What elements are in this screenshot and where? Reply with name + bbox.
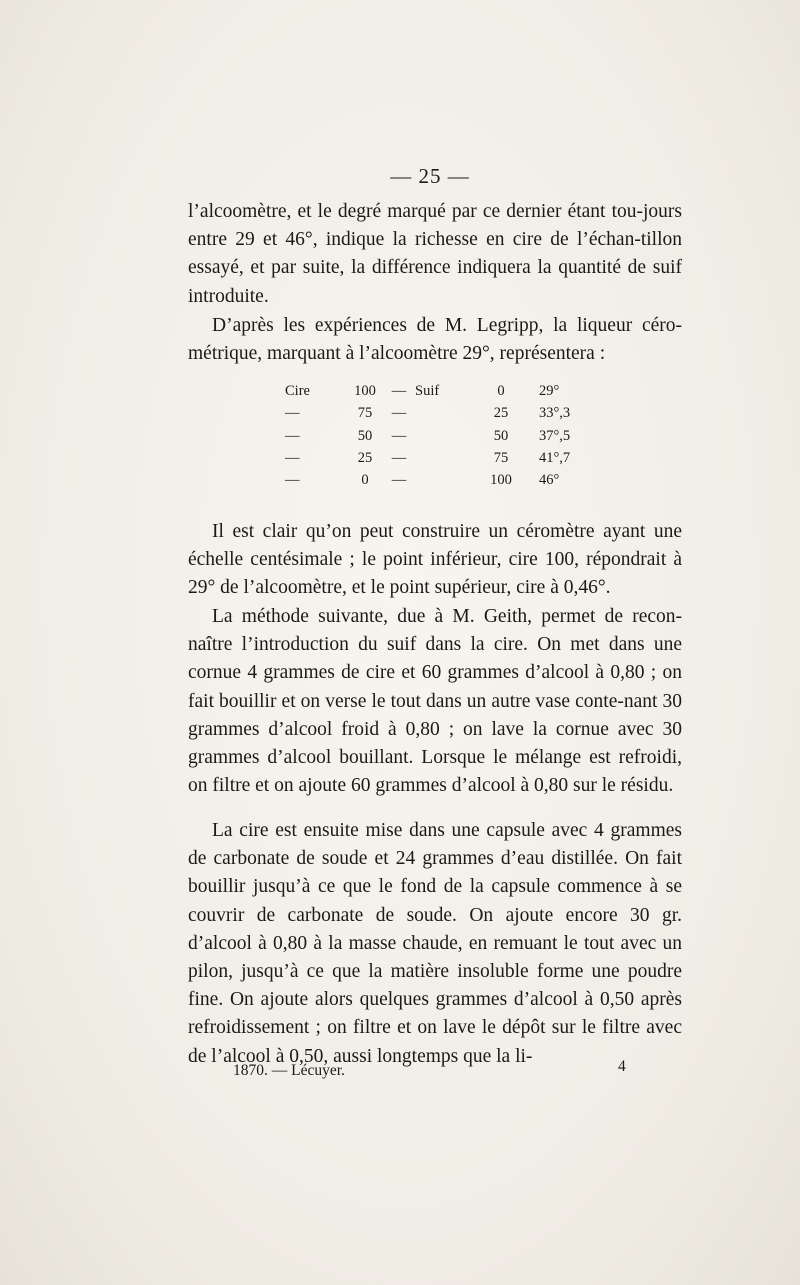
paragraph-text: Il est clair qu’on peut construire un céromètre ayant une échelle centésimale ; le point inférieur, cire 100, répondrait à 29° de l’alcoomètre, et le point supérieur, cire à 0,46°. [188, 521, 682, 599]
paragraph-4 [188, 603, 682, 800]
table-row [285, 469, 599, 491]
table-cell-degree: 33°,3 [539, 405, 571, 422]
table-cell-label: — [285, 449, 300, 466]
table-cell-suif-label [409, 447, 477, 469]
table-cell-suif-label: Suif [415, 383, 440, 399]
table-cell-label: — [285, 405, 300, 422]
table-cell-dash: — [391, 383, 407, 399]
paragraph-text: La méthode suivante, due à M. Geith, permet de recon-naître l’introduction du suif dans la cire. On met dans une cornue 4 grammes de cire et 60 grammes d’alcool à 0,80 ; on fait bouillir et on verse le tout dans un autre vase conte-nant 30 grammes d’alcool froid à 0,80 ; on lave la cornue avec 30 grammes d’alcool bouillant. Lorsque le mélange est refroidi, on filtre et on ajoute 60 grammes d’alcool à 0,80 sur le résidu. [188, 606, 682, 797]
table-cell-cire: 75 [357, 405, 373, 422]
table-cell-label: Cire [285, 383, 310, 399]
table-cell-label: — [285, 427, 300, 444]
paragraph-text: D’après les expériences de M. Legripp, la liqueur céro-métrique, marquant à l’alcoomètre 29°, représentera : [188, 315, 682, 365]
paragraph-text: La cire est ensuite mise dans une capsule avec 4 grammes de carbonate de soude et 24 grammes d’eau distillée. On fait bouillir jusqu’à ce que le fond de la capsule commence à se couvrir de carbonate de soude. On ajoute encore 30 gr. d’alcool à 0,80 à la masse chaude, en remuant le tout avec un pilon, jusqu’à ce que la matière insoluble forme une poudre fine. On ajoute alors quelques grammes d’alcool à 0,50 après refroidissement ; on filtre et on lave le dépôt sur le filtre avec de l’alcool à 0,50, aussi longtemps que la li- [188, 820, 682, 1067]
paragraph-text: l’alcoomètre, et le degré marqué par ce dernier étant tou-jours entre 29 et 46°, indique la richesse en cire de l’échan-tillon essayé, et par suite, la différence indiquera la quantité de suif introduite. [188, 201, 682, 307]
table-row [285, 425, 599, 447]
table-row [285, 402, 599, 424]
table-cell-suif: 25 [493, 405, 509, 422]
table-cell-degree: 46° [539, 472, 560, 489]
table-cell-label: — [285, 472, 300, 489]
table-cell-suif-label [409, 425, 477, 447]
paragraph-5 [188, 817, 682, 1071]
table-cell-dash: — [391, 427, 407, 444]
footer-signature: 1870. — Lécuyer. [233, 1062, 345, 1079]
table-cell-dash: — [391, 405, 407, 422]
table-cell-suif: 0 [497, 383, 505, 399]
table-cell-degree: 41°,7 [539, 449, 571, 466]
table-cell-suif-label [409, 402, 477, 424]
table-row [285, 447, 599, 469]
paragraph-2 [188, 312, 682, 368]
table-row [285, 380, 599, 402]
page-number: — 25 — [390, 164, 470, 188]
table-cell-suif: 75 [493, 449, 509, 466]
table-cell-dash: — [391, 472, 407, 489]
table-cell-cire: 0 [361, 472, 369, 489]
table-cell-degree: 29° [539, 383, 560, 399]
table-cell-suif: 100 [490, 472, 512, 489]
paragraph-3 [188, 518, 682, 603]
table-cell-dash: — [391, 449, 407, 466]
cerometric-table [285, 380, 599, 491]
table-cell-suif-label [409, 469, 477, 491]
paragraph-1 [188, 198, 682, 311]
sheet-number: 4 [618, 1058, 626, 1075]
table-cell-cire: 50 [357, 427, 373, 444]
table-cell-cire: 100 [354, 383, 376, 399]
table-cell-suif: 50 [493, 427, 509, 444]
table-cell-cire: 25 [357, 449, 373, 466]
table-cell-degree: 37°,5 [539, 427, 571, 444]
